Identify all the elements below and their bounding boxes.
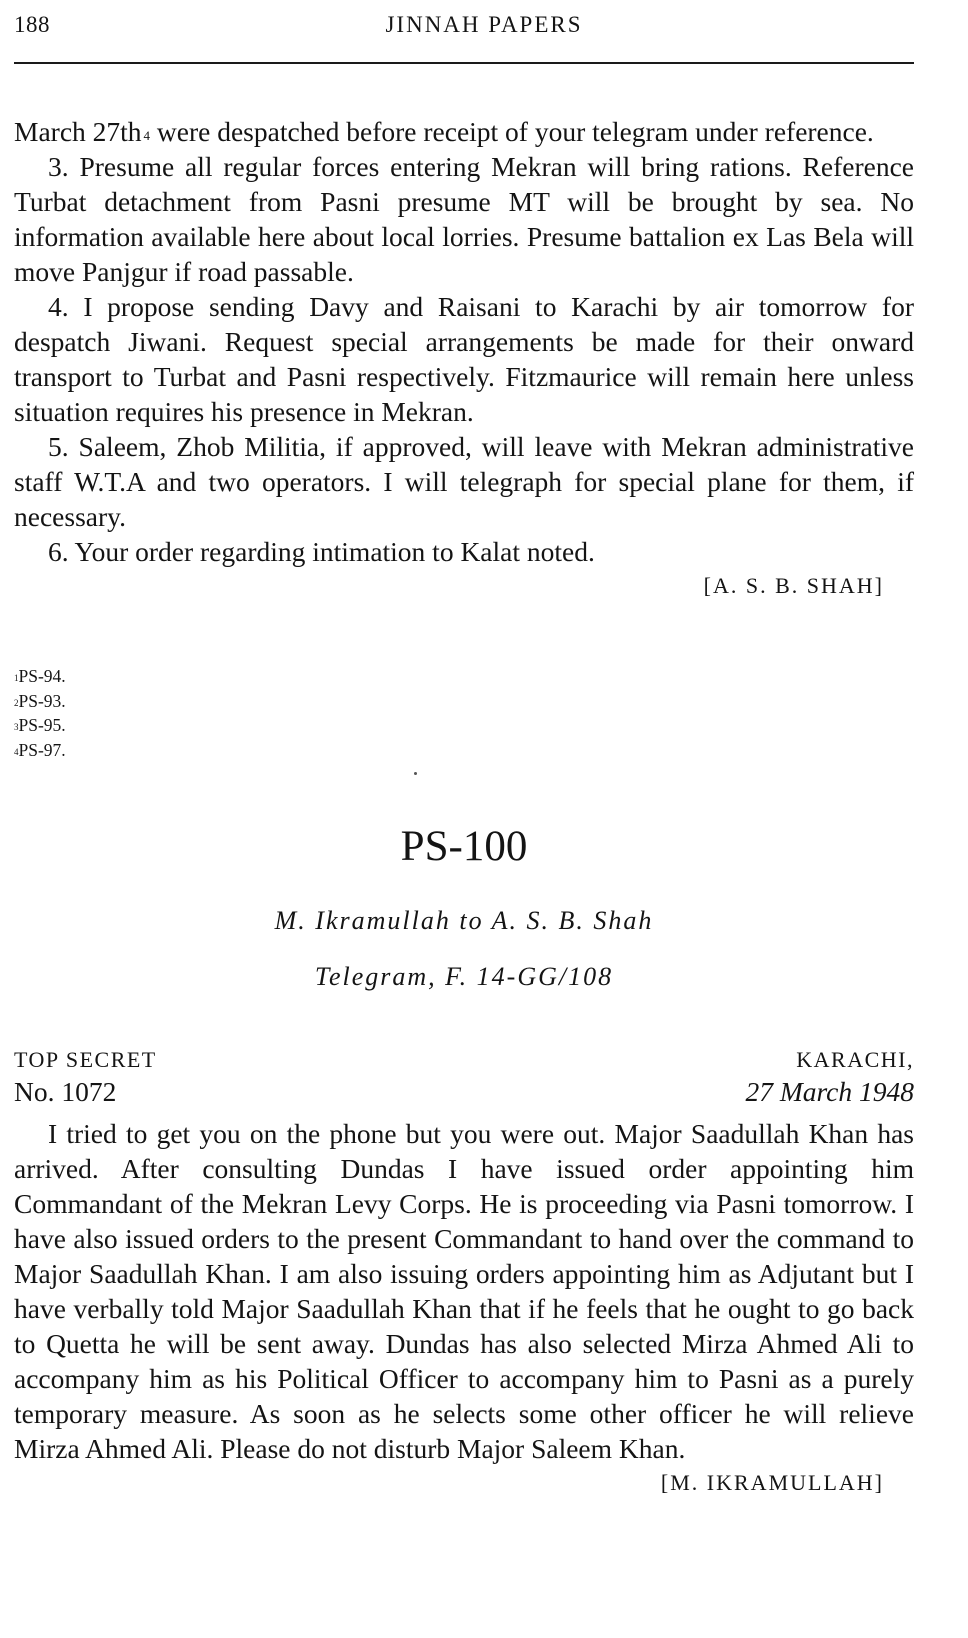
- telegram-text: I tried to get you on the phone but you were out. Major Saadullah Khan has arrived. After consulting Dundas I have issued order appointing him Commandant of the Mekran Levy Corps. He is proceeding via Pasni tomorrow. I have also issued orders to the present Commandant to hand over the command to Major Saadullah Khan. I am also issuing orders appointing him as Adjutant but I have verbally told Major Saadullah Khan that if he feels that he ought to go back to Quetta he will be sent away. Dundas has also selected Mirza Ahmed Ali to accompany him as his Political Officer to accompany him to Pasni as a purely temporary measure. As soon as he selects some other officer he will relieve Mirza Ahmed Ali. Please do not disturb Major Saleem Khan.: [14, 1118, 914, 1464]
- page-number: 188: [14, 12, 50, 37]
- print-speck: [414, 772, 417, 775]
- document-date: 27 March 1948: [745, 1076, 914, 1107]
- footnote-3: [14, 713, 66, 738]
- footnote-text: PS-94.: [18, 666, 66, 686]
- paragraph-4: 4. I propose sending Davy and Raisani to Karachi by air tomorrow for despatch Jiwani. Request special arrangements be made for their onward transport to Turbat and Pasni respectively. Fitzmaurice will remain here unless situation requires his presence in Mekran.: [14, 291, 914, 427]
- continued-paragraph-start: March 27th: [14, 116, 142, 147]
- header-rule: [14, 62, 914, 64]
- signature-ikramullah: [M. IKRAMULLAH]: [660, 1470, 884, 1495]
- footnotes: [14, 664, 66, 762]
- running-title: JINNAH PAPERS: [385, 12, 583, 37]
- footnote-mark: 4: [14, 746, 19, 757]
- document-type: Telegram, F. 14-GG/108: [314, 962, 614, 991]
- footnote-mark: 2: [14, 697, 19, 708]
- footnote-mark: 1: [14, 673, 19, 683]
- footnote-4: [14, 738, 66, 763]
- classification: TOP SECRET: [14, 1047, 157, 1072]
- meta-row-1: [14, 1044, 914, 1076]
- footnote-text: PS-97.: [18, 739, 66, 760]
- previous-document-body: [14, 114, 914, 603]
- signature-shah: [A. S. B. SHAH]: [703, 573, 884, 598]
- place: KARACHI,: [796, 1047, 914, 1072]
- footnote-ref-4: 4: [143, 128, 151, 143]
- reference-number: No. 1072: [14, 1076, 117, 1107]
- paragraph-6: 6. Your order regarding intimation to Kalat noted.: [48, 536, 595, 567]
- footnote-2: [14, 689, 66, 714]
- document-body: [14, 1116, 914, 1500]
- document-meta: [14, 1044, 914, 1108]
- paragraph-3: 3. Presume all regular forces entering Mekran will bring rations. Reference Turbat detachment from Pasni presume MT will be brought by sea. No information available here about local lorries. Presume battalion ex Las Bela will move Panjgur if road passable.: [14, 151, 914, 287]
- footnote-1: [14, 664, 66, 689]
- continued-paragraph-rest: were despatched before receipt of your telegram under reference.: [150, 116, 874, 147]
- continued-paragraph: [14, 114, 914, 149]
- document-from-to: M. Ikramullah to A. S. B. Shah: [274, 906, 654, 935]
- footnote-text: PS-93.: [18, 690, 66, 711]
- footnote-text: PS-95.: [18, 715, 66, 735]
- document-number: PS-100: [400, 823, 528, 870]
- footnote-mark: 3: [14, 722, 19, 732]
- meta-row-2: [14, 1076, 914, 1108]
- paragraph-5: 5. Saleem, Zhob Militia, if approved, will leave with Mekran administrative staff W.T.A and two operators. I will telegraph for special plane for them, if necessary.: [14, 431, 914, 532]
